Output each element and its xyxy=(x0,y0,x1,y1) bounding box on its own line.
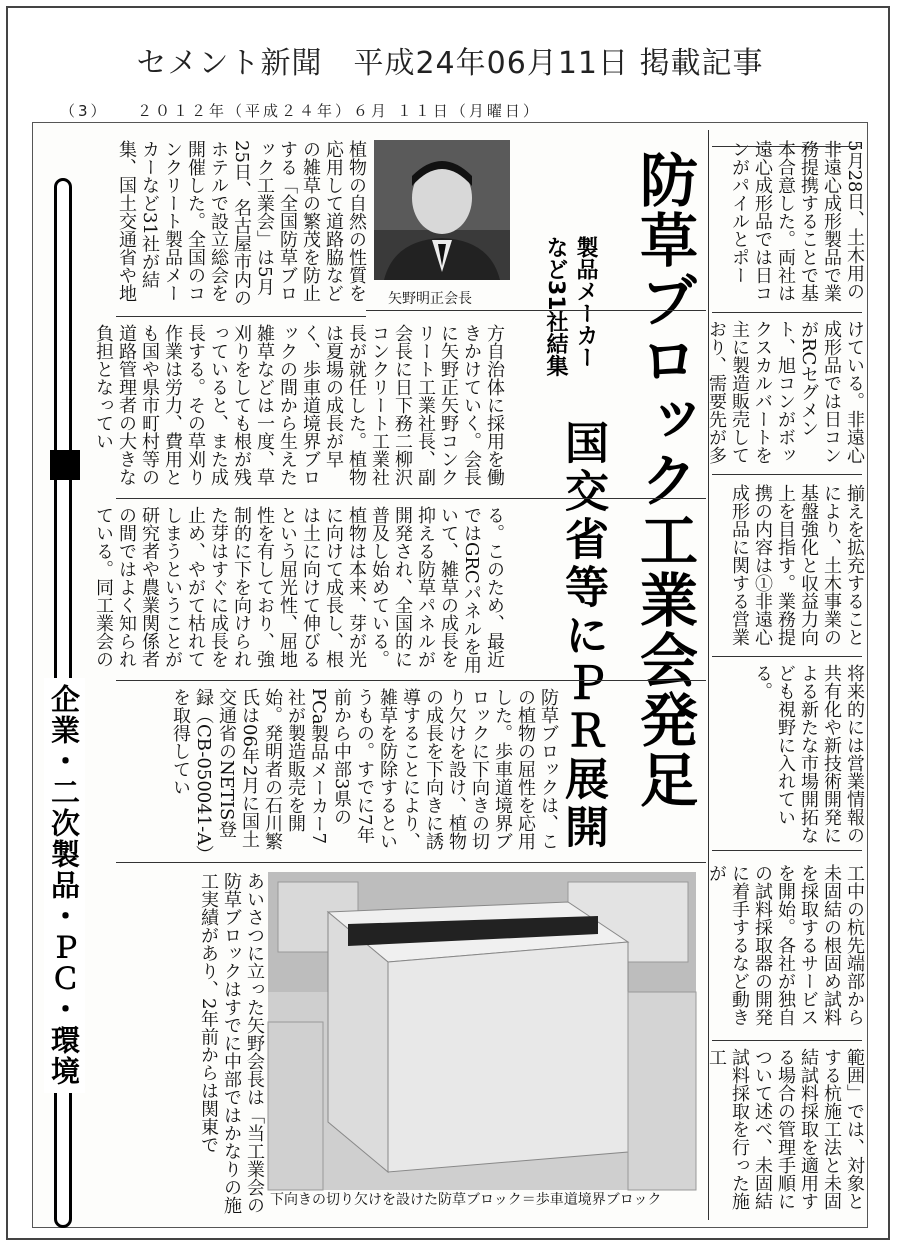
headline-sub: 国交省等にＰＲ展開 xyxy=(557,420,608,852)
photo-caption: 下向きの切り欠けを設けた防草ブロック＝歩車道境界ブロック xyxy=(270,1192,662,1208)
section-sidebar xyxy=(48,178,88,1238)
portrait-caption: 矢野明正会長 xyxy=(388,291,472,307)
column-rule xyxy=(712,146,862,147)
article-body-col: 防草ブロックは、この植物の屈性を応用した。歩車道境界ブロックに下向きの切り欠けを設け、植物の成長を下向きに誘導することにより、雑草を防除するというもの。すでに7年前から中部3県のPCa製品メーカー7社が製造販売を開始。発明者の石川繁氏は06年2月に国土交通省のNETIS登録（CB-050041-A）を取得してい xyxy=(170,688,559,855)
column-rule xyxy=(712,474,862,475)
right-article-col: 5月28日、土木用の非遠心成形製品で業務提携することで基本合意した。両社は遠心成形品では日コンがパイルとポー xyxy=(729,140,865,302)
headline-main: 防草ブロック工業会発足 xyxy=(630,150,698,810)
section-label: 企業・二次製品・ＰＣ・環境 xyxy=(44,678,85,1093)
column-rule xyxy=(712,1040,862,1041)
column-rule xyxy=(712,850,862,851)
right-article-col: 範囲」では、対象とする杭施工法と未固結試料採取を適用する場合の管理手順について述べ、未固結試料採取を行った施工 xyxy=(706,1048,865,1210)
right-article-col: 将来的には営業情報の共有化や新技術開発による新たな市場開拓なども視野に入れている。 xyxy=(752,664,865,844)
column-rule xyxy=(366,310,706,311)
column-rule xyxy=(116,498,706,499)
right-article-col: けている。非遠心成形品では日コンがRCセグメント、旭コンがボックスカルバートを主に製造販売しており、需要先が多 xyxy=(706,320,865,464)
right-article-col: 工中の杭先端部から未固結の根固め試料を採取するサービスを開始。各社が独自の試料採取器の開発に着手するなど動きが xyxy=(706,864,865,1026)
column-rule xyxy=(712,312,862,313)
column-rule xyxy=(116,680,706,681)
portrait-photo xyxy=(374,140,510,280)
subhead-line: 製品メーカー xyxy=(573,236,598,368)
newspaper-dateline: （3） ２０１２年（平成２４年）６月 １１日（月曜日） xyxy=(60,102,541,120)
column-rule xyxy=(116,316,366,317)
article-body-col: 方自治体に採用を働きかけていく。会長に矢野正矢野コンクリート工業社長、副会長に日下務二柳沢コンクリート工業社長が就任した。植物は夏場の成長が早く、歩車道境界ブロックの間から生えた雑草などは一度、草刈りをしても根が残っていると、また成長する。その草刈り作業は労力、費用とも国や県市町村等の道路管理者の大きな負担となってい xyxy=(93,324,505,486)
article-body-col: 植物の自然の性質を応用して道路脇などの雑草の繁茂を防止する「全国防草ブロック工業会」は5月25日、名古屋市内のホテルで設立総会を開催した。全国のコンクリート製品メーカーなど31社が結集、国土交通省や地 xyxy=(116,140,367,307)
product-photo xyxy=(268,872,696,1190)
column-rule xyxy=(116,862,706,863)
section-marker-top xyxy=(50,450,80,480)
right-article-col: 揃えを拡充することにより、土木事業の基盤強化と収益力向上を目指す。業務提携の内容は①非遠心成形品に関する営業 xyxy=(729,484,865,646)
article-body-col: あいさつに立った矢野会長は「当工業会の防草ブロックはすでに中部ではかなりの施工実績があり、2年前からは関東で xyxy=(198,872,265,1214)
article-divider xyxy=(708,130,709,1220)
page-title: セメント新聞 平成24年06月11日 掲載記事 xyxy=(136,46,764,81)
article-body-col: る。このため、最近ではGRCパネルを用いて、雑草の成長を抑える防草パネルが開発され、全国的に普及し始めている。植物は本来、芽が光に向けて成長し、根は土に向けて伸びるという屈光性、屈地性を有しており、強制的に下を向けられた芽はすぐに成長を止め、やがて枯れてしまうということが研究者や農業関係者の間ではよく知られている。同工業会の xyxy=(93,506,505,674)
column-rule xyxy=(712,656,862,657)
subhead-line: など31社結集 xyxy=(543,236,568,377)
